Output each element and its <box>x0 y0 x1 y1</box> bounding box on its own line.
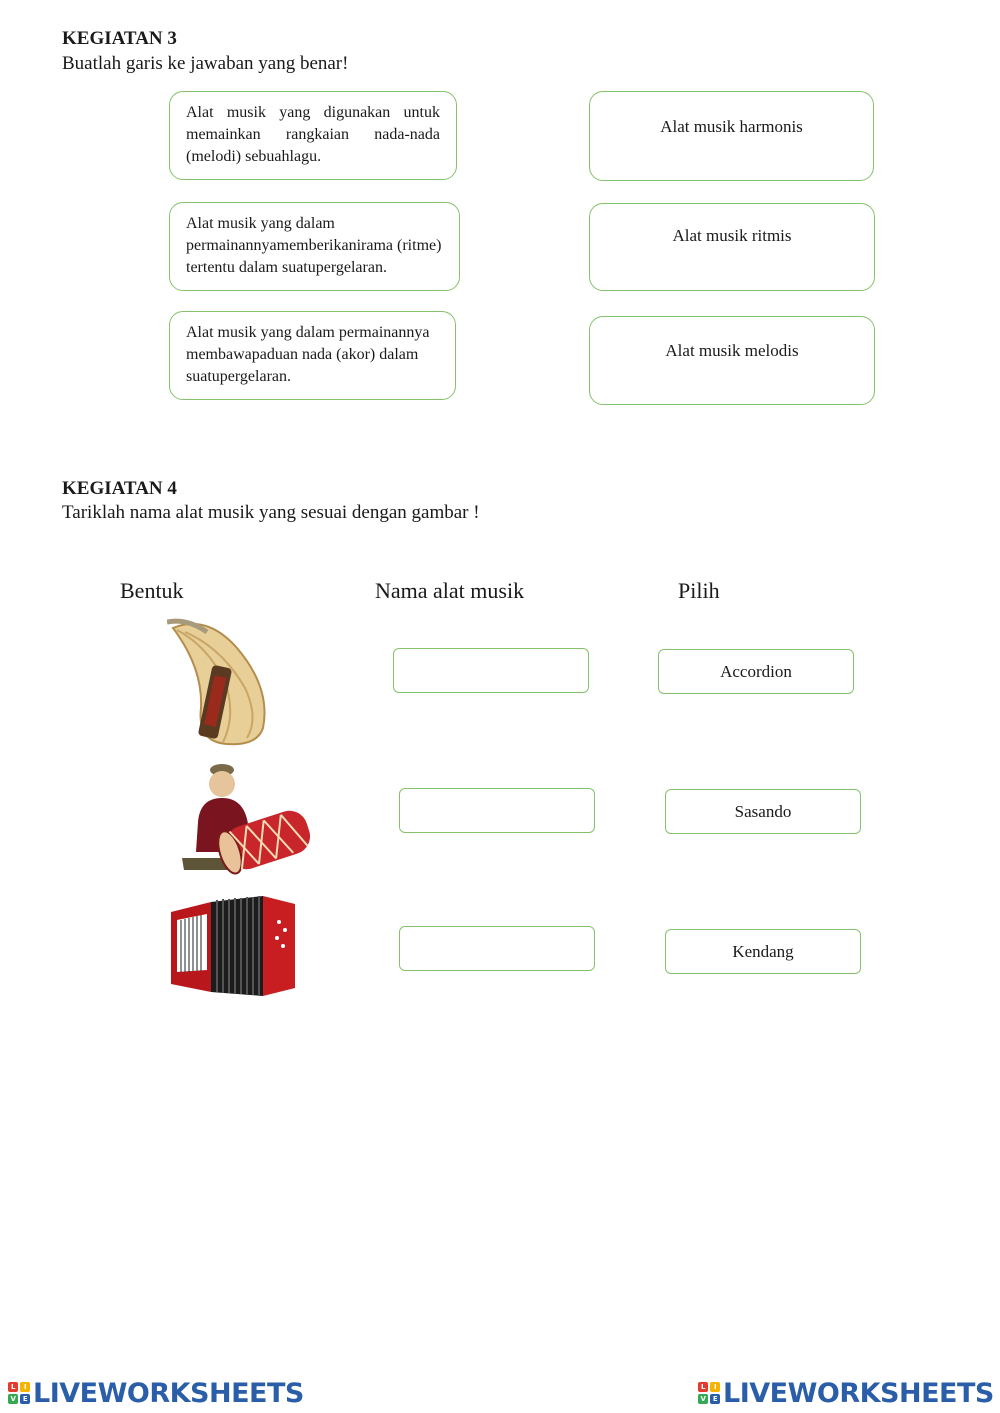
answer-text-1: Alat musik harmonis <box>660 117 803 136</box>
activity4-instruction: Tariklah nama alat musik yang sesuai dengan gambar ! <box>62 502 480 523</box>
liveworksheets-logo-left <box>8 1376 304 1410</box>
sasando-image <box>167 618 271 748</box>
activity3-instruction: Buatlah garis ke jawaban yang benar! <box>62 53 349 74</box>
answer-box-melodis[interactable] <box>589 316 875 405</box>
activity3-title: KEGIATAN 3 <box>62 28 177 49</box>
logo-mark-icon: L I V E <box>8 1382 30 1404</box>
logo-text: LIVEWORKSHEETS <box>33 1377 304 1409</box>
option-kendang[interactable]: Kendang <box>665 929 861 974</box>
column-header-choose: Pilih <box>678 578 720 603</box>
logo-mark-icon: L I V E <box>698 1382 720 1404</box>
answer-box-ritmis[interactable] <box>589 203 875 291</box>
question-text-3: Alat musik yang dalam permainannya membawapaduan nada (akor) dalam suatupergelaran. <box>186 324 430 385</box>
kendang-image <box>168 762 310 880</box>
question-text-2: Alat musik yang dalam permainannyamemberikanirama (ritme) tertentu dalam suatupergelaran. <box>186 215 442 276</box>
question-box-2[interactable] <box>169 202 460 291</box>
question-text-1: Alat musik yang digunakan untuk memainkan rangkaian nada-nada (melodi) sebuahlagu. <box>186 104 440 165</box>
answer-text-3: Alat musik melodis <box>665 341 799 360</box>
answer-input-3[interactable] <box>399 926 595 971</box>
liveworksheets-logo-right <box>698 1376 994 1410</box>
option-accordion[interactable]: Accordion <box>658 649 854 694</box>
accordion-image <box>167 892 300 1002</box>
activity4-title: KEGIATAN 4 <box>62 478 177 499</box>
question-box-1[interactable] <box>169 91 457 180</box>
column-header-shape: Bentuk <box>120 578 184 603</box>
answer-input-1[interactable] <box>393 648 589 693</box>
logo-text: LIVEWORKSHEETS <box>723 1377 994 1409</box>
answer-input-2[interactable] <box>399 788 595 833</box>
option-sasando[interactable]: Sasando <box>665 789 861 834</box>
question-box-3[interactable] <box>169 311 456 400</box>
answer-box-harmonis[interactable] <box>589 91 874 181</box>
answer-text-2: Alat musik ritmis <box>672 226 792 245</box>
column-header-name: Nama alat musik <box>375 578 525 603</box>
